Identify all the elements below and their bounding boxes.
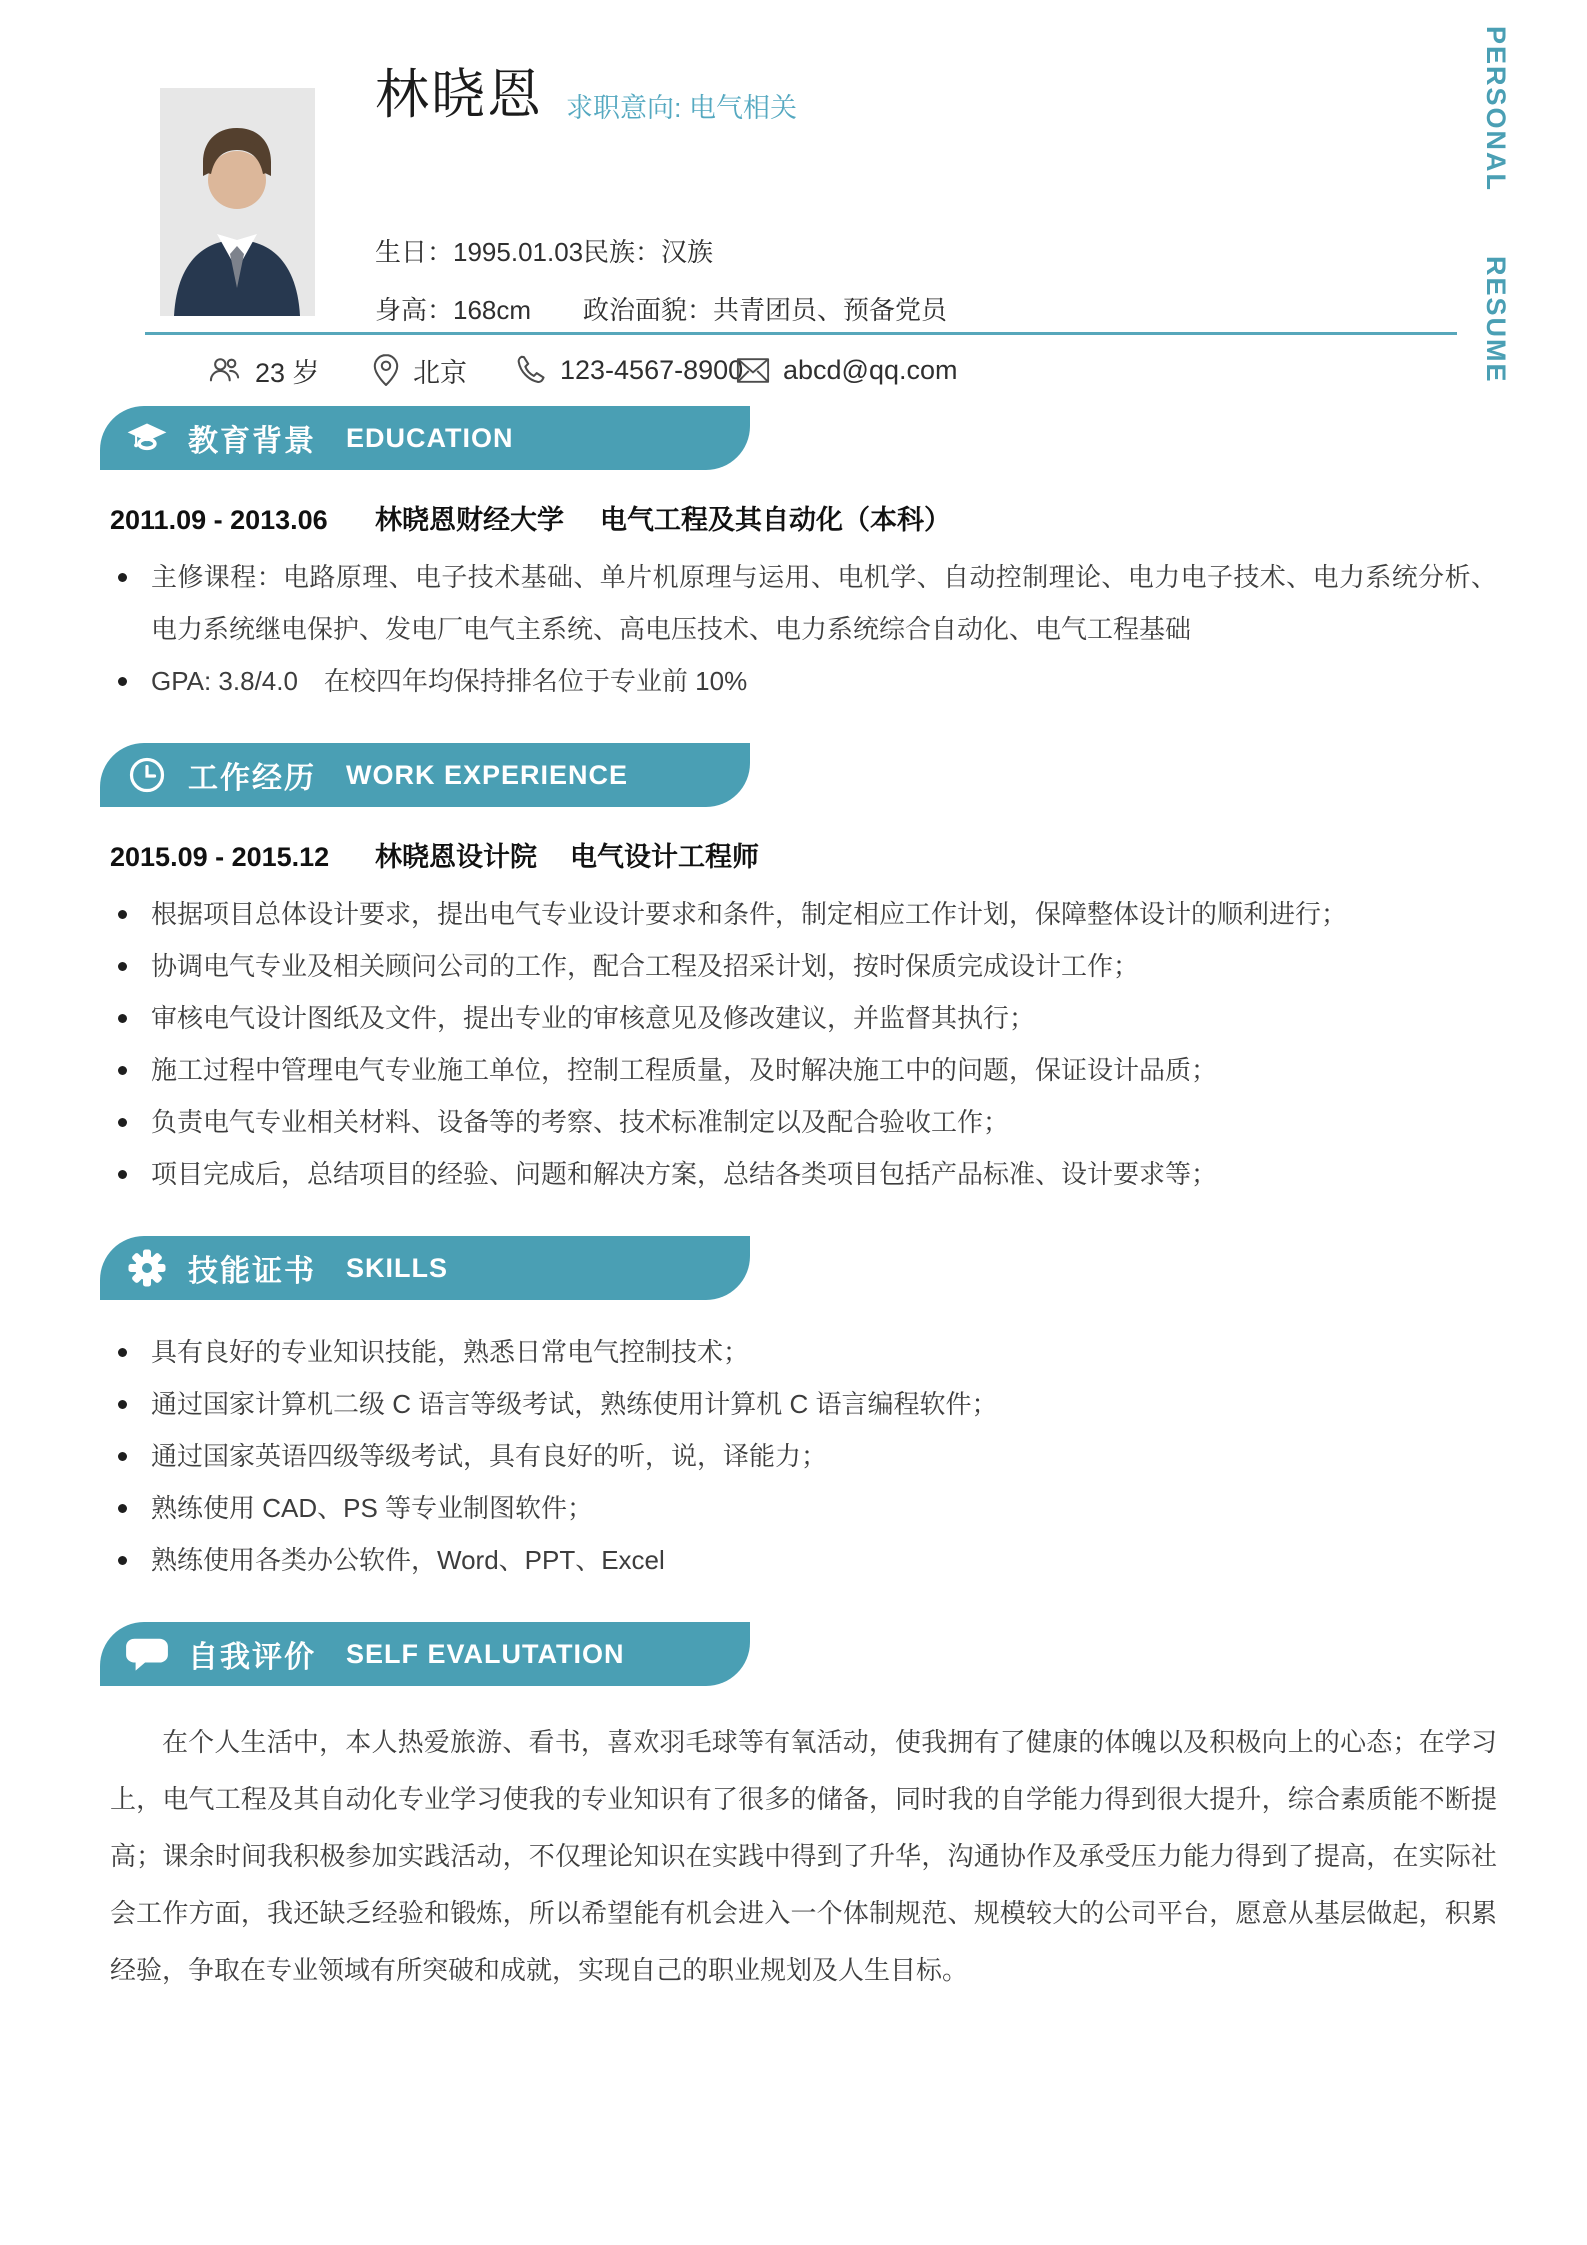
bullet-text: 熟练使用各类办公软件，Word、PPT、Excel [151, 1545, 665, 1575]
bullet-dot [118, 1504, 127, 1513]
profile-photo-placeholder [160, 88, 315, 316]
bullet-dot [118, 1452, 127, 1461]
side-label-personal: PERSONAL [1481, 26, 1511, 193]
resume-body [100, 406, 1497, 1999]
bullet-item [100, 940, 1497, 992]
education-period: 2011.09 - 2013.06 [110, 505, 328, 535]
bullet-text: 根据项目总体设计要求，提出电气专业设计要求和条件，制定相应工作计划，保障整体设计的顺利进行； [151, 899, 1348, 929]
speech-bubble-icon [126, 1633, 168, 1675]
education-title-en: EDUCATION [346, 422, 514, 453]
bullet-dot [118, 1400, 127, 1409]
profile-photo [160, 88, 315, 316]
contact-city-text: 北京 [413, 357, 467, 388]
bullet-dot [118, 1170, 127, 1179]
phone-icon [515, 354, 547, 386]
education-major: 电气工程及其自动化（本科） [600, 505, 951, 535]
side-label-resume: RESUME [1481, 256, 1511, 384]
work-title-cn: 工作经历 [188, 762, 316, 795]
contact-age-text: 23 岁 [255, 357, 320, 388]
skills-section-header [100, 1236, 750, 1300]
contact-age [208, 348, 320, 392]
info-ethnicity-label: 民族： [583, 237, 662, 267]
bullet-text: 审核电气设计图纸及文件，提出专业的审核意见及修改建议，并监督其执行； [151, 1003, 1036, 1033]
bullet-text: 具有良好的专业知识技能，熟悉日常电气控制技术； [151, 1337, 750, 1367]
info-birthday [375, 232, 583, 269]
info-birthday-label: 生日： [375, 237, 454, 267]
bullet-dot [118, 573, 127, 582]
bullet-dot [118, 910, 127, 919]
bullet-item [100, 1430, 1497, 1482]
info-political-status [583, 290, 947, 327]
bullet-dot [118, 1118, 127, 1127]
section-self-evaluation [100, 1622, 1497, 1999]
bullet-text: 通过国家英语四级等级考试，具有良好的听，说，译能力； [151, 1441, 828, 1471]
info-political-value: 共青团员、预备党员 [713, 295, 948, 325]
bullet-text: 协调电气专业及相关顾问公司的工作，配合工程及招采计划，按时保质完成设计工作； [151, 951, 1140, 981]
work-period: 2015.09 - 2015.12 [110, 842, 330, 872]
bullet-dot [118, 677, 127, 686]
bullet-text: 施工过程中管理电气专业施工单位，控制工程质量，及时解决施工中的问题，保证设计品质； [151, 1055, 1218, 1085]
self-evaluation-section-header [100, 1622, 750, 1686]
bullet-text: GPA: 3.8/4.0 在校四年均保持排名位于专业前 10% [151, 666, 748, 696]
info-ethnicity [583, 232, 713, 269]
education-meta-row [100, 498, 1497, 537]
gear-icon [126, 1247, 168, 1289]
info-birthday-value: 1995.01.03 [453, 237, 584, 267]
info-height [375, 290, 531, 327]
education-school: 林晓恩财经大学 [375, 505, 564, 535]
work-company: 林晓恩设计院 [375, 842, 537, 872]
bullet-item [100, 1096, 1497, 1148]
work-title-en: WORK EXPERIENCE [346, 759, 629, 790]
self-evaluation-title-cn: 自我评价 [188, 1641, 316, 1674]
skills-bullet-list [100, 1326, 1497, 1586]
bullet-dot [118, 962, 127, 971]
bullet-text: 熟练使用 CAD、PS 等专业制图软件； [151, 1493, 594, 1523]
info-height-label: 身高： [375, 295, 454, 325]
education-bullet-list [100, 551, 1497, 707]
email-icon [736, 357, 770, 384]
info-ethnicity-value: 汉族 [661, 237, 714, 267]
bullet-item [100, 1482, 1497, 1534]
contact-email-text: abcd@qq.com [783, 354, 958, 385]
bullet-item [100, 992, 1497, 1044]
person-icon [208, 355, 242, 385]
self-evaluation-paragraph: 在个人生活中，本人热爱旅游、看书，喜欢羽毛球等有氧活动，使我拥有了健康的体魄以及积极向上的心态；在学习上，电气工程及其自动化专业学习使我的专业知识有了很多的储备，同时我的自学能力得到很大提升，综合素质能不断提高；课余时间我积极参加实践活动，不仅理论知识在实践中得到了升华，沟通协作及承受压力能力得到了提高，在实际社会工作方面，我还缺乏经验和锻炼，所以希望能有机会进入一个体制规范、规模较大的公司平台，愿意从基层做起，积累经验，争取在专业领域有所突破和成就，实现自己的职业规划及人生目标。 [110, 1727, 1497, 1985]
bullet-item [100, 888, 1497, 940]
bullet-item [100, 1534, 1497, 1586]
section-education [100, 406, 1497, 707]
work-role: 电气设计工程师 [570, 842, 759, 872]
bullet-text: 项目完成后，总结项目的经验、问题和解决方案，总结各类项目包括产品标准、设计要求等； [151, 1159, 1218, 1189]
education-section-header [100, 406, 750, 470]
candidate-name: 林晓恩 [375, 65, 543, 125]
skills-title-en: SKILLS [346, 1252, 449, 1283]
contact-city [372, 348, 467, 392]
work-meta-row [100, 835, 1497, 874]
work-bullet-list [100, 888, 1497, 1200]
section-work-experience [100, 743, 1497, 1200]
contact-phone-text: 123-4567-8900 [560, 354, 744, 385]
self-evaluation-title-en: SELF EVALUTATION [346, 1638, 625, 1669]
bullet-dot [118, 1014, 127, 1023]
contact-phone [515, 348, 743, 392]
bullet-item [100, 1148, 1497, 1200]
section-skills [100, 1236, 1497, 1586]
bullet-dot [118, 1066, 127, 1075]
bullet-item [100, 551, 1497, 655]
info-political-label: 政治面貌： [583, 295, 714, 325]
bullet-item [100, 655, 1497, 707]
clock-icon [126, 754, 168, 796]
contact-email [736, 348, 958, 392]
bullet-item [100, 1378, 1497, 1430]
graduation-cap-icon [126, 417, 168, 459]
location-icon [372, 353, 400, 387]
bullet-dot [118, 1556, 127, 1565]
bullet-item [100, 1044, 1497, 1096]
bullet-text: 负责电气专业相关材料、设备等的考察、技术标准制定以及配合验收工作； [151, 1107, 1010, 1137]
work-section-header [100, 743, 750, 807]
header-divider [145, 332, 1457, 335]
info-height-value: 168cm [453, 295, 532, 325]
bullet-item [100, 1326, 1497, 1378]
bullet-dot [118, 1348, 127, 1357]
skills-title-cn: 技能证书 [188, 1255, 316, 1288]
job-objective: 求职意向: 电气相关 [566, 93, 798, 123]
bullet-text: 主修课程：电路原理、电子技术基础、单片机原理与运用、电机学、自动控制理论、电力电子技术、电力系统分析、电力系统继电保护、发电厂电气主系统、高电压技术、电力系统综合自动化、电气工程基础 [151, 562, 1497, 644]
education-title-cn: 教育背景 [188, 425, 316, 458]
bullet-text: 通过国家计算机二级 C 语言等级考试，熟练使用计算机 C 语言编程软件； [151, 1389, 998, 1419]
